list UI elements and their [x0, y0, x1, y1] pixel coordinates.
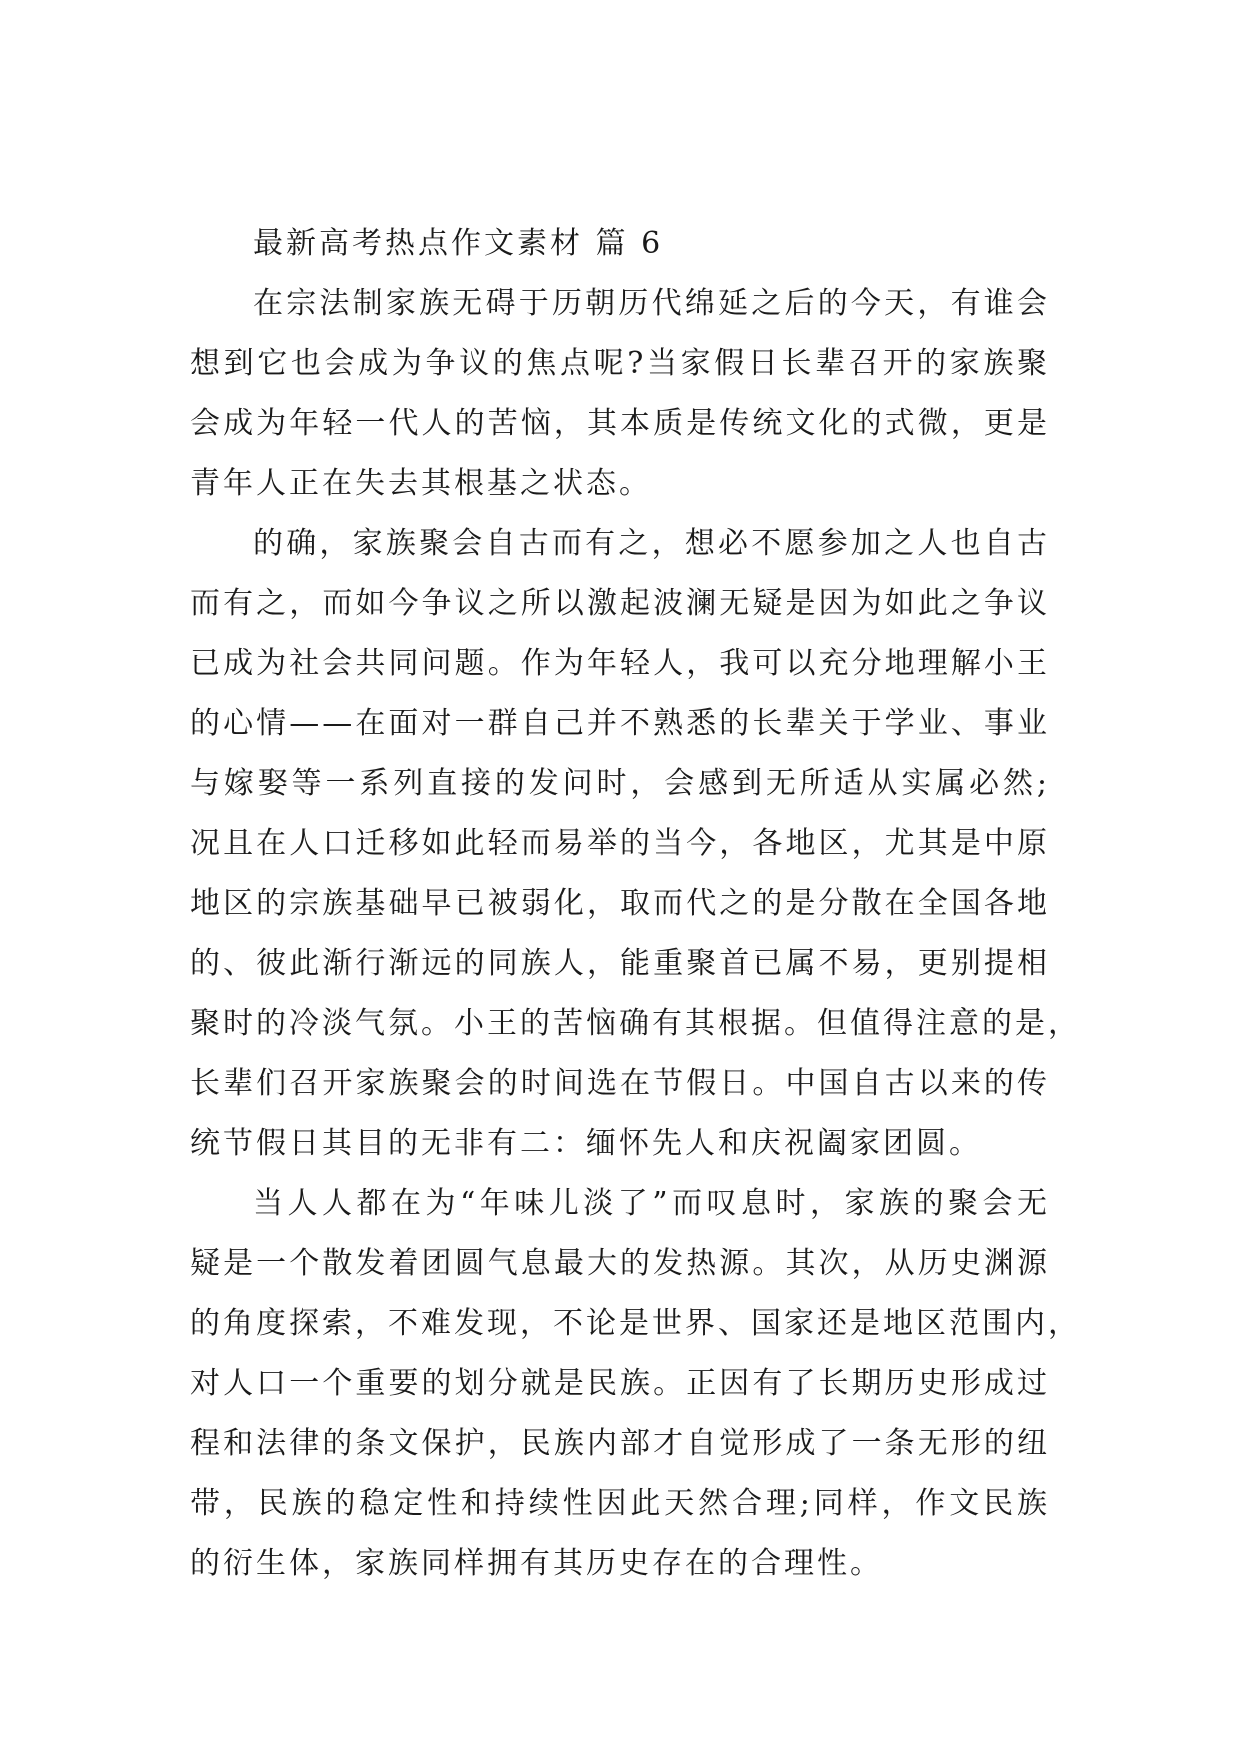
paragraph-line: 想到它也会成为争议的焦点呢?当家假日长辈召开的家族聚 — [190, 346, 1050, 381]
paragraph-line: 的角度探索，不难发现，不论是世界、国家还是地区范围内， — [190, 1306, 1081, 1341]
paragraph-line: 带，民族的稳定性和持续性因此天然合理;同样，作文民族 — [190, 1486, 1050, 1521]
paragraph-line: 长辈们召开家族聚会的时间选在节假日。中国自古以来的传 — [190, 1066, 1050, 1101]
paragraph-3 — [190, 1174, 1081, 1594]
paragraph-line: 当人人都在为“年味儿淡了”而叹息时，家族的聚会无 — [253, 1186, 1050, 1221]
paragraph-line: 的衍生体，家族同样拥有其历史存在的合理性。 — [190, 1546, 883, 1581]
paragraph-line: 的心情——在面对一群自己并不熟悉的长辈关于学业、事业 — [190, 706, 1050, 741]
paragraph-line: 疑是一个散发着团圆气息最大的发热源。其次，从历史渊源 — [190, 1246, 1050, 1281]
paragraph-line: 已成为社会共同问题。作为年轻人，我可以充分地理解小王 — [190, 646, 1050, 681]
document-title: 最新高考热点作文素材 篇 6 — [253, 226, 664, 261]
paragraph-line: 对人口一个重要的划分就是民族。正因有了长期历史形成过 — [190, 1366, 1050, 1401]
paragraph-line: 地区的宗族基础早已被弱化，取而代之的是分散在全国各地 — [190, 886, 1050, 921]
paragraph-line: 程和法律的条文保护，民族内部才自觉形成了一条无形的纽 — [190, 1426, 1050, 1461]
paragraph-line: 统节假日其目的无非有二：缅怀先人和庆祝阖家团圆。 — [190, 1126, 982, 1161]
paragraph-line: 青年人正在失去其根基之状态。 — [190, 466, 652, 501]
paragraph-1 — [190, 274, 1050, 514]
paragraph-line: 况且在人口迁移如此轻而易举的当今，各地区，尤其是中原 — [190, 826, 1050, 861]
paragraph-line: 而有之，而如今争议之所以激起波澜无疑是因为如此之争议 — [190, 586, 1050, 621]
paragraph-line: 聚时的冷淡气氛。小王的苦恼确有其根据。但值得注意的是， — [190, 1006, 1081, 1041]
paragraph-line: 的、彼此渐行渐远的同族人，能重聚首已属不易，更别提相 — [190, 946, 1050, 981]
paragraph-line: 会成为年轻一代人的苦恼，其本质是传统文化的式微，更是 — [190, 406, 1050, 441]
document-body — [190, 214, 1081, 1594]
paragraph-line: 与嫁娶等一系列直接的发问时，会感到无所适从实属必然; — [190, 766, 1050, 801]
paragraph-line: 的确，家族聚会自古而有之，想必不愿参加之人也自古 — [253, 526, 1050, 561]
paragraph-line: 在宗法制家族无碍于历朝历代绵延之后的今天，有谁会 — [253, 286, 1050, 321]
paragraph-2 — [190, 514, 1081, 1174]
